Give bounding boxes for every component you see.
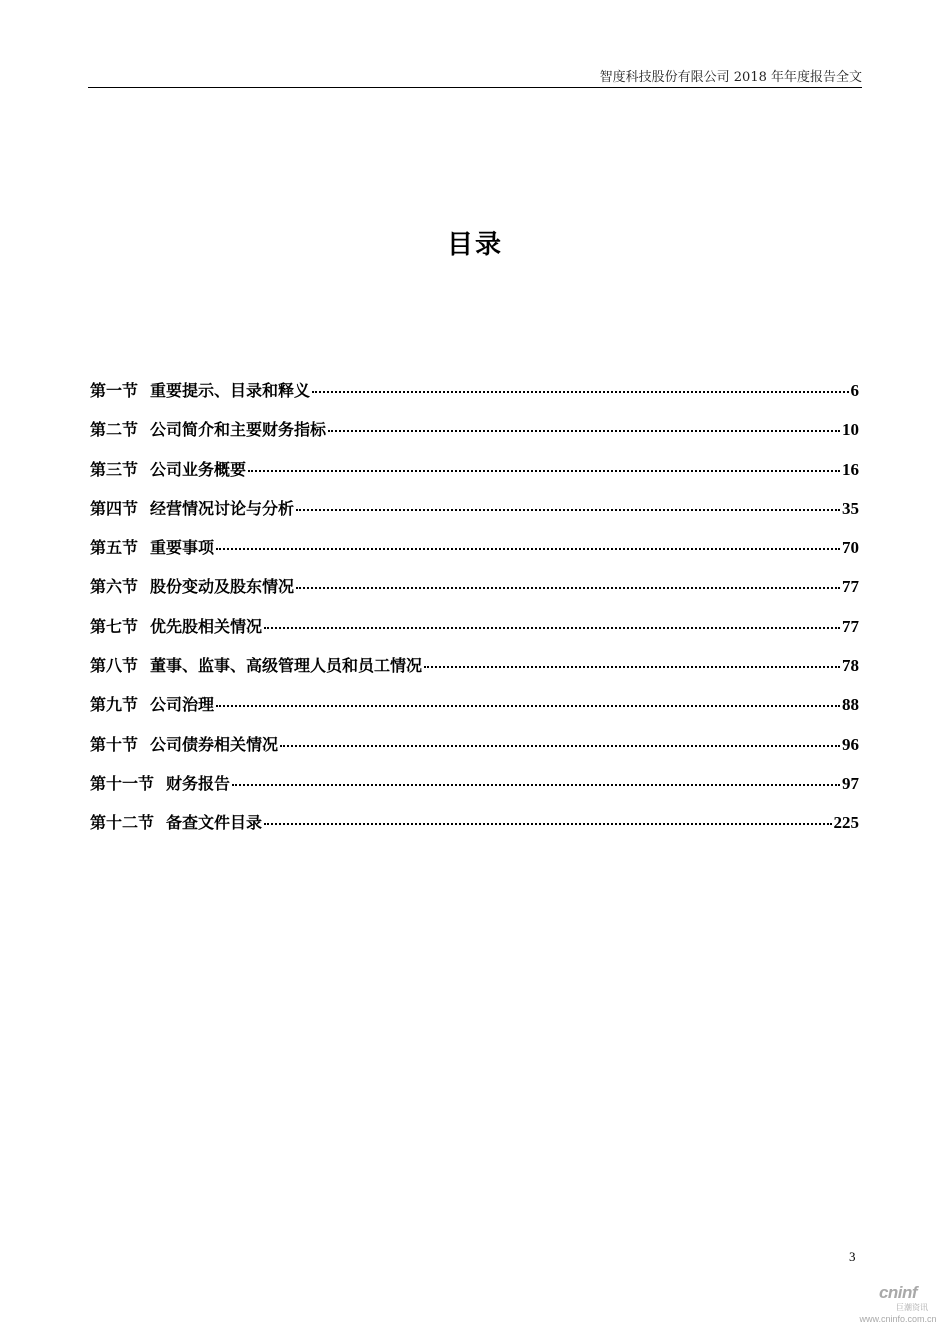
toc-entry[interactable] — [90, 771, 859, 810]
page-number: 3 — [849, 1249, 856, 1264]
toc-page-number: 96 — [842, 734, 859, 754]
toc-section-number: 第九节 — [90, 695, 139, 715]
running-header: 智度科技股份有限公司 2018 年年度报告全文 — [599, 70, 862, 85]
toc-section-title: 优先股相关情况 — [150, 616, 263, 636]
toc-dot-leader — [296, 509, 840, 511]
toc-page-number: 10 — [842, 420, 859, 440]
toc-entry[interactable] — [90, 378, 859, 417]
toc-entry[interactable] — [90, 653, 859, 692]
toc-entry[interactable] — [90, 417, 859, 456]
toc-section-title: 股份变动及股东情况 — [150, 577, 295, 597]
watermark-cn-name: 巨潮资讯 — [896, 1303, 928, 1312]
toc-section-number: 第十二节 — [90, 813, 155, 833]
watermark-url: www.cninfo.com.cn — [859, 1314, 937, 1324]
toc-entry[interactable] — [90, 535, 859, 574]
toc-entry[interactable] — [90, 810, 859, 849]
toc-section-title: 财务报告 — [166, 773, 231, 793]
toc-page-number: 77 — [842, 616, 859, 636]
watermark-logo — [858, 1283, 938, 1333]
page-title: 目录 — [446, 230, 503, 260]
header-rule — [88, 87, 862, 88]
toc-section-number: 第四节 — [90, 498, 139, 518]
toc-entry[interactable] — [90, 732, 859, 771]
toc-entry[interactable] — [90, 496, 859, 535]
toc-section-number: 第一节 — [90, 381, 139, 400]
toc-section-number: 第七节 — [90, 616, 139, 636]
toc-page-number: 6 — [850, 381, 859, 400]
toc-section-title: 备查文件目录 — [166, 813, 263, 833]
toc-section-number: 第二节 — [90, 420, 139, 440]
toc-dot-leader — [216, 705, 840, 707]
toc-section-number: 第三节 — [90, 459, 139, 479]
toc-section-title: 公司业务概要 — [150, 459, 247, 479]
toc-dot-leader — [216, 548, 840, 550]
toc-section-number: 第十一节 — [90, 773, 155, 793]
toc-section-title: 董事、监事、高级管理人员和员工情况 — [150, 656, 423, 676]
toc-dot-leader — [248, 470, 840, 472]
toc-page-number: 97 — [842, 773, 859, 793]
toc-dot-leader — [264, 823, 831, 825]
toc-dot-leader — [280, 745, 840, 747]
toc-entry[interactable] — [90, 614, 859, 653]
toc-page-number: 35 — [842, 498, 859, 518]
toc-page-number: 225 — [833, 813, 859, 833]
toc-page-number: 88 — [842, 695, 859, 715]
table-of-contents — [90, 378, 859, 850]
toc-page-number: 16 — [842, 459, 859, 479]
toc-section-title: 公司债券相关情况 — [150, 734, 279, 754]
toc-dot-leader — [328, 430, 840, 432]
toc-dot-leader — [232, 784, 840, 786]
watermark-brand: cninf — [878, 1283, 918, 1302]
toc-section-title: 公司简介和主要财务指标 — [150, 420, 327, 440]
toc-page-number: 78 — [842, 656, 859, 676]
toc-dot-leader — [424, 666, 840, 668]
toc-section-title: 重要事项 — [150, 538, 215, 558]
toc-dot-leader — [296, 587, 840, 589]
toc-section-number: 第八节 — [90, 656, 139, 676]
toc-page-number: 77 — [842, 577, 859, 597]
toc-dot-leader — [264, 627, 840, 629]
toc-section-number: 第五节 — [90, 538, 139, 558]
toc-section-number: 第六节 — [90, 577, 139, 597]
toc-dot-leader — [312, 391, 848, 393]
toc-entry[interactable] — [90, 574, 859, 613]
toc-section-title: 重要提示、目录和释义 — [150, 381, 311, 400]
toc-section-title: 经营情况讨论与分析 — [150, 498, 295, 518]
toc-entry[interactable] — [90, 692, 859, 731]
toc-page-number: 70 — [842, 538, 859, 558]
toc-section-number: 第十节 — [90, 734, 139, 754]
toc-entry[interactable] — [90, 457, 859, 496]
toc-section-title: 公司治理 — [150, 695, 215, 715]
